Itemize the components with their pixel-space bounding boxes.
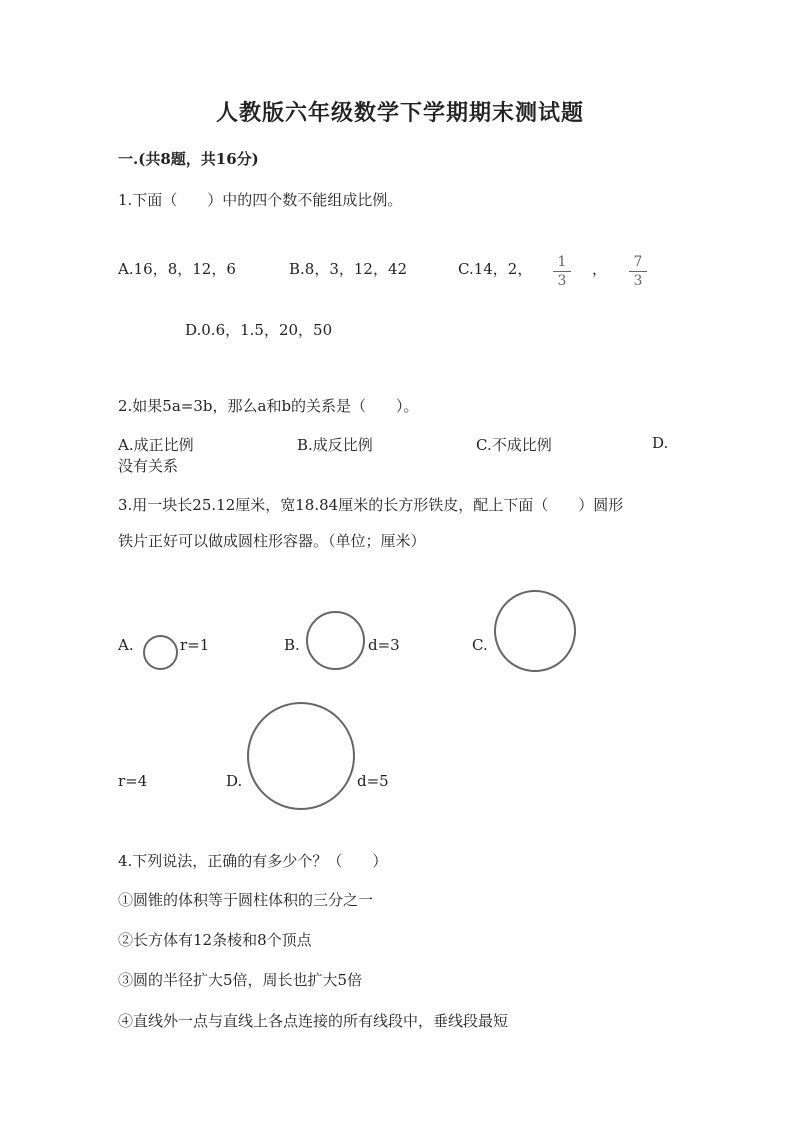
q3-option-b-label: B. <box>284 636 300 654</box>
q3-option-d-value: d=5 <box>357 772 389 790</box>
q3-option-d-label: D. <box>226 772 243 790</box>
section-heading: 一.(共8题，共16分) <box>118 150 259 168</box>
q3-option-a-label: A. <box>118 636 134 654</box>
q1-option-d: D.0.6，1.5，20，50 <box>185 321 333 339</box>
q2-option-c: C.不成比例 <box>476 436 552 454</box>
question-1-text: 1.下面（ ）中的四个数不能组成比例。 <box>118 191 403 209</box>
q2-option-b: B.成反比例 <box>297 436 373 454</box>
question-4-text: 4.下列说法，正确的有多少个？（ ） <box>118 852 388 870</box>
q3-option-a-circle <box>143 635 178 670</box>
q4-statement-3: ③圆的半径扩大5倍，周长也扩大5倍 <box>118 971 363 989</box>
q1-option-c: C.14，2， <box>458 260 533 278</box>
q3-option-c-value: r=4 <box>118 772 148 790</box>
q2-option-d-text: 没有关系 <box>118 457 179 475</box>
q4-statement-4: ④直线外一点与直线上各点连接的所有线段中，垂线段最短 <box>118 1012 509 1030</box>
q1-option-b: B.8，3，12，42 <box>289 260 408 278</box>
fraction-denominator: 3 <box>557 273 567 289</box>
q4-statement-1: ①圆锥的体积等于圆柱体积的三分之一 <box>118 891 374 909</box>
q3-option-b-circle <box>306 611 365 670</box>
q3-option-b-value: d=3 <box>368 636 400 654</box>
q2-option-a: A.成正比例 <box>118 436 194 454</box>
q3-option-c-circle <box>494 590 576 672</box>
fraction-numerator: 1 <box>557 254 567 270</box>
q4-statement-2: ②长方体有12条棱和8个顶点 <box>118 931 312 949</box>
q1-fraction-seven-thirds <box>629 254 647 289</box>
fraction-denominator: 3 <box>633 273 643 289</box>
question-3-line-2: 铁片正好可以做成圆柱形容器。（单位；厘米） <box>118 532 426 550</box>
q1-option-c-separator: ， <box>592 260 608 278</box>
fraction-bar <box>629 271 647 272</box>
question-2-text: 2.如果5a=3b，那么a和b的关系是（ ）。 <box>118 397 419 415</box>
q3-option-a-value: r=1 <box>180 636 210 654</box>
page-title: 人教版六年级数学下学期期末测试题 <box>215 100 584 126</box>
q3-option-d-circle <box>247 702 355 810</box>
q1-option-a: A.16，8，12，6 <box>118 260 236 278</box>
q2-option-d-letter: D. <box>652 434 669 452</box>
q1-fraction-one-third <box>553 254 571 289</box>
q3-option-c-label: C. <box>472 636 488 654</box>
fraction-numerator: 7 <box>633 254 643 270</box>
question-3-line-1: 3.用一块长25.12厘米，宽18.84厘米的长方形铁皮，配上下面（ ）圆形 <box>118 496 624 514</box>
fraction-bar <box>553 271 571 272</box>
